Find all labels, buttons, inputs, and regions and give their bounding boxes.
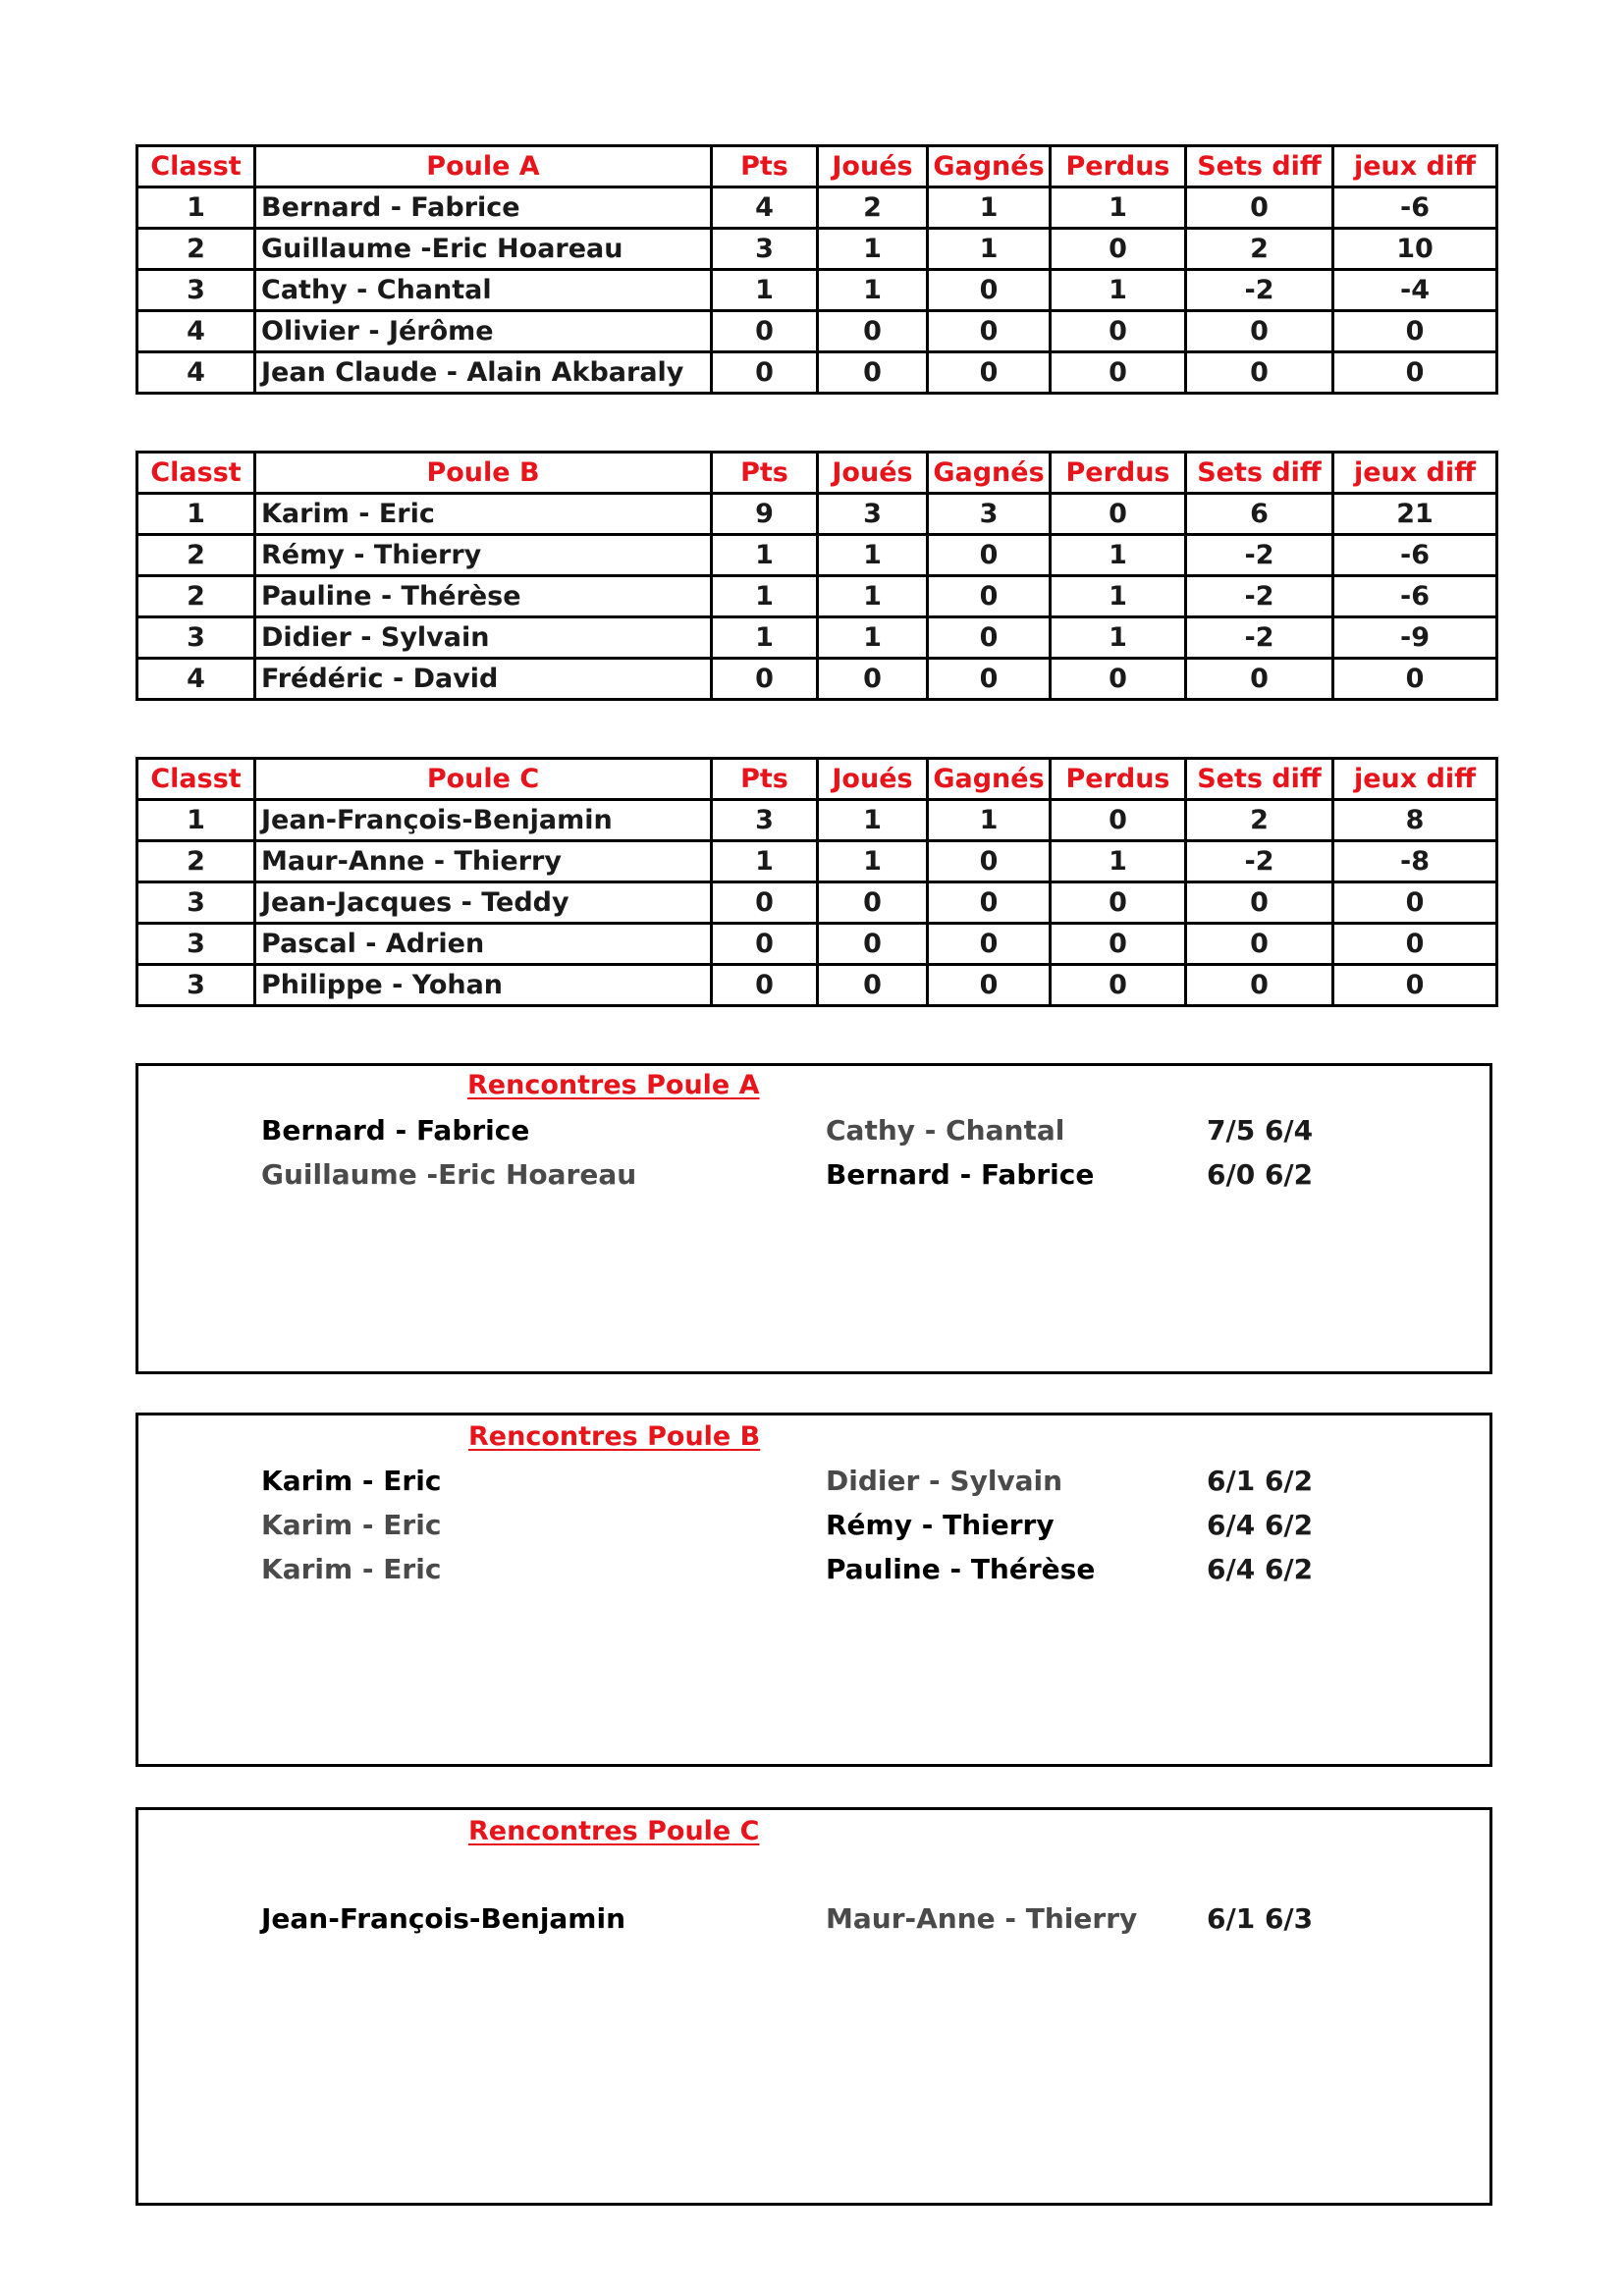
cell-lost: 0	[1051, 800, 1186, 841]
cell-played: 0	[818, 352, 928, 394]
cell-lost: 0	[1051, 924, 1186, 965]
cell-sets-diff: -2	[1186, 841, 1333, 882]
cell-pts: 0	[712, 924, 818, 965]
cell-sets-diff: 0	[1186, 965, 1333, 1006]
col-header-pool: Poule C	[255, 759, 712, 800]
match-team1: Bernard - Fabrice	[261, 1114, 530, 1147]
cell-sets-diff: 0	[1186, 187, 1333, 229]
cell-played: 3	[818, 494, 928, 535]
col-header-games-diff: jeux diff	[1333, 759, 1497, 800]
col-header-won: Gagnés	[928, 453, 1051, 494]
match-row	[138, 1553, 1489, 1592]
cell-team: Karim - Eric	[255, 494, 712, 535]
col-header-pool: Poule B	[255, 453, 712, 494]
table-row	[137, 494, 1497, 535]
cell-team: Jean-Jacques - Teddy	[255, 882, 712, 924]
col-header-played: Joués	[818, 453, 928, 494]
cell-won: 1	[928, 187, 1051, 229]
cell-rank: 1	[137, 187, 255, 229]
cell-rank: 3	[137, 270, 255, 311]
cell-rank: 4	[137, 352, 255, 394]
cell-sets-diff: -2	[1186, 535, 1333, 576]
cell-pts: 1	[712, 841, 818, 882]
cell-rank: 1	[137, 494, 255, 535]
col-header-sets-diff: Sets diff	[1186, 759, 1333, 800]
cell-games-diff: 0	[1333, 882, 1497, 924]
cell-lost: 0	[1051, 965, 1186, 1006]
cell-won: 0	[928, 924, 1051, 965]
table-header-row	[137, 146, 1497, 187]
cell-lost: 1	[1051, 841, 1186, 882]
cell-played: 1	[818, 270, 928, 311]
cell-won: 0	[928, 352, 1051, 394]
cell-played: 1	[818, 800, 928, 841]
cell-team: Pauline - Thérèse	[255, 576, 712, 617]
table-row	[137, 187, 1497, 229]
cell-rank: 4	[137, 311, 255, 352]
match-row	[138, 1902, 1489, 1942]
cell-rank: 3	[137, 965, 255, 1006]
cell-lost: 1	[1051, 187, 1186, 229]
cell-lost: 0	[1051, 229, 1186, 270]
cell-games-diff: -9	[1333, 617, 1497, 659]
match-score: 6/4 6/2	[1207, 1509, 1314, 1541]
table-row	[137, 841, 1497, 882]
cell-played: 1	[818, 841, 928, 882]
match-team1: Karim - Eric	[261, 1465, 442, 1497]
cell-rank: 2	[137, 576, 255, 617]
cell-lost: 0	[1051, 352, 1186, 394]
cell-played: 1	[818, 229, 928, 270]
cell-lost: 1	[1051, 617, 1186, 659]
cell-games-diff: 0	[1333, 311, 1497, 352]
match-team1: Karim - Eric	[261, 1509, 442, 1541]
cell-pts: 3	[712, 229, 818, 270]
col-header-rank: Classt	[137, 759, 255, 800]
cell-lost: 0	[1051, 659, 1186, 700]
standings-table-pool-b	[135, 451, 1498, 701]
cell-pts: 9	[712, 494, 818, 535]
table-row	[137, 576, 1497, 617]
cell-sets-diff: 0	[1186, 659, 1333, 700]
cell-games-diff: 21	[1333, 494, 1497, 535]
cell-lost: 0	[1051, 882, 1186, 924]
cell-won: 0	[928, 965, 1051, 1006]
match-team1: Karim - Eric	[261, 1553, 442, 1585]
cell-games-diff: 0	[1333, 924, 1497, 965]
match-team2: Rémy - Thierry	[826, 1509, 1055, 1541]
table-row	[137, 965, 1497, 1006]
cell-team: Rémy - Thierry	[255, 535, 712, 576]
cell-won: 0	[928, 576, 1051, 617]
standings-table-pool-c	[135, 757, 1498, 1007]
table-row	[137, 882, 1497, 924]
col-header-played: Joués	[818, 146, 928, 187]
standings-table-pool-a	[135, 144, 1498, 395]
cell-lost: 0	[1051, 311, 1186, 352]
cell-sets-diff: -2	[1186, 617, 1333, 659]
table-row	[137, 352, 1497, 394]
matches-title: Rencontres Poule C	[468, 1816, 760, 1846]
cell-team: Philippe - Yohan	[255, 965, 712, 1006]
cell-lost: 1	[1051, 576, 1186, 617]
col-header-pts: Pts	[712, 146, 818, 187]
cell-rank: 1	[137, 800, 255, 841]
match-team2: Pauline - Thérèse	[826, 1553, 1096, 1585]
cell-lost: 1	[1051, 270, 1186, 311]
matches-title: Rencontres Poule A	[467, 1070, 760, 1100]
cell-pts: 1	[712, 270, 818, 311]
cell-rank: 3	[137, 617, 255, 659]
cell-played: 0	[818, 882, 928, 924]
table-header-row	[137, 759, 1497, 800]
cell-team: Olivier - Jérôme	[255, 311, 712, 352]
cell-won: 0	[928, 841, 1051, 882]
match-team2: Bernard - Fabrice	[826, 1158, 1095, 1191]
cell-pts: 3	[712, 800, 818, 841]
cell-won: 0	[928, 270, 1051, 311]
match-score: 7/5 6/4	[1207, 1114, 1314, 1147]
cell-played: 1	[818, 576, 928, 617]
cell-pts: 1	[712, 535, 818, 576]
cell-pts: 1	[712, 617, 818, 659]
cell-team: Maur-Anne - Thierry	[255, 841, 712, 882]
match-team2: Cathy - Chantal	[826, 1114, 1065, 1147]
cell-rank: 4	[137, 659, 255, 700]
col-header-won: Gagnés	[928, 759, 1051, 800]
cell-pts: 0	[712, 965, 818, 1006]
table-header-row	[137, 453, 1497, 494]
match-score: 6/4 6/2	[1207, 1553, 1314, 1585]
match-team2: Didier - Sylvain	[826, 1465, 1063, 1497]
cell-rank: 3	[137, 924, 255, 965]
cell-games-diff: 0	[1333, 659, 1497, 700]
col-header-pts: Pts	[712, 759, 818, 800]
table-row	[137, 229, 1497, 270]
cell-pts: 1	[712, 576, 818, 617]
cell-rank: 2	[137, 229, 255, 270]
cell-rank: 3	[137, 882, 255, 924]
cell-rank: 2	[137, 841, 255, 882]
cell-won: 0	[928, 659, 1051, 700]
cell-played: 1	[818, 535, 928, 576]
match-team1: Guillaume -Eric Hoareau	[261, 1158, 637, 1191]
match-row	[138, 1114, 1489, 1153]
cell-sets-diff: 6	[1186, 494, 1333, 535]
cell-sets-diff: 2	[1186, 229, 1333, 270]
col-header-pts: Pts	[712, 453, 818, 494]
matches-box-pool-c	[135, 1807, 1492, 2206]
cell-games-diff: -6	[1333, 187, 1497, 229]
col-header-won: Gagnés	[928, 146, 1051, 187]
table-row	[137, 924, 1497, 965]
cell-games-diff: 10	[1333, 229, 1497, 270]
table-row	[137, 800, 1497, 841]
cell-team: Jean Claude - Alain Akbaraly	[255, 352, 712, 394]
cell-sets-diff: 0	[1186, 882, 1333, 924]
cell-sets-diff: 0	[1186, 352, 1333, 394]
cell-team: Bernard - Fabrice	[255, 187, 712, 229]
match-row	[138, 1509, 1489, 1548]
cell-team: Pascal - Adrien	[255, 924, 712, 965]
cell-played: 0	[818, 659, 928, 700]
matches-title: Rencontres Poule B	[468, 1421, 761, 1452]
cell-won: 1	[928, 800, 1051, 841]
cell-won: 0	[928, 311, 1051, 352]
cell-played: 0	[818, 965, 928, 1006]
col-header-pool: Poule A	[255, 146, 712, 187]
cell-played: 0	[818, 311, 928, 352]
cell-played: 1	[818, 617, 928, 659]
cell-team: Cathy - Chantal	[255, 270, 712, 311]
cell-pts: 0	[712, 352, 818, 394]
cell-team: Frédéric - David	[255, 659, 712, 700]
cell-sets-diff: -2	[1186, 270, 1333, 311]
cell-sets-diff: 2	[1186, 800, 1333, 841]
matches-box-pool-b	[135, 1413, 1492, 1767]
matches-box-pool-a	[135, 1063, 1492, 1374]
match-team2: Maur-Anne - Thierry	[826, 1902, 1138, 1935]
col-header-games-diff: jeux diff	[1333, 146, 1497, 187]
cell-pts: 0	[712, 882, 818, 924]
table-row	[137, 659, 1497, 700]
cell-won: 0	[928, 882, 1051, 924]
match-row	[138, 1158, 1489, 1198]
match-team1: Jean-François-Benjamin	[261, 1902, 626, 1935]
cell-won: 1	[928, 229, 1051, 270]
cell-played: 2	[818, 187, 928, 229]
cell-won: 3	[928, 494, 1051, 535]
cell-games-diff: -4	[1333, 270, 1497, 311]
cell-played: 0	[818, 924, 928, 965]
cell-sets-diff: -2	[1186, 576, 1333, 617]
col-header-played: Joués	[818, 759, 928, 800]
table-row	[137, 270, 1497, 311]
match-score: 6/0 6/2	[1207, 1158, 1314, 1191]
match-score: 6/1 6/3	[1207, 1902, 1314, 1935]
cell-lost: 0	[1051, 494, 1186, 535]
cell-won: 0	[928, 617, 1051, 659]
table-row	[137, 311, 1497, 352]
cell-pts: 4	[712, 187, 818, 229]
cell-team: Didier - Sylvain	[255, 617, 712, 659]
cell-team: Guillaume -Eric Hoareau	[255, 229, 712, 270]
match-row	[138, 1465, 1489, 1504]
cell-rank: 2	[137, 535, 255, 576]
match-score: 6/1 6/2	[1207, 1465, 1314, 1497]
cell-sets-diff: 0	[1186, 924, 1333, 965]
cell-won: 0	[928, 535, 1051, 576]
cell-games-diff: 8	[1333, 800, 1497, 841]
col-header-games-diff: jeux diff	[1333, 453, 1497, 494]
cell-games-diff: 0	[1333, 965, 1497, 1006]
table-row	[137, 617, 1497, 659]
cell-games-diff: -6	[1333, 535, 1497, 576]
col-header-lost: Perdus	[1051, 759, 1186, 800]
col-header-rank: Classt	[137, 453, 255, 494]
cell-lost: 1	[1051, 535, 1186, 576]
col-header-sets-diff: Sets diff	[1186, 453, 1333, 494]
cell-games-diff: -8	[1333, 841, 1497, 882]
table-row	[137, 535, 1497, 576]
cell-games-diff: -6	[1333, 576, 1497, 617]
col-header-lost: Perdus	[1051, 453, 1186, 494]
cell-team: Jean-François-Benjamin	[255, 800, 712, 841]
col-header-sets-diff: Sets diff	[1186, 146, 1333, 187]
cell-pts: 0	[712, 659, 818, 700]
cell-sets-diff: 0	[1186, 311, 1333, 352]
col-header-lost: Perdus	[1051, 146, 1186, 187]
cell-pts: 0	[712, 311, 818, 352]
col-header-rank: Classt	[137, 146, 255, 187]
cell-games-diff: 0	[1333, 352, 1497, 394]
